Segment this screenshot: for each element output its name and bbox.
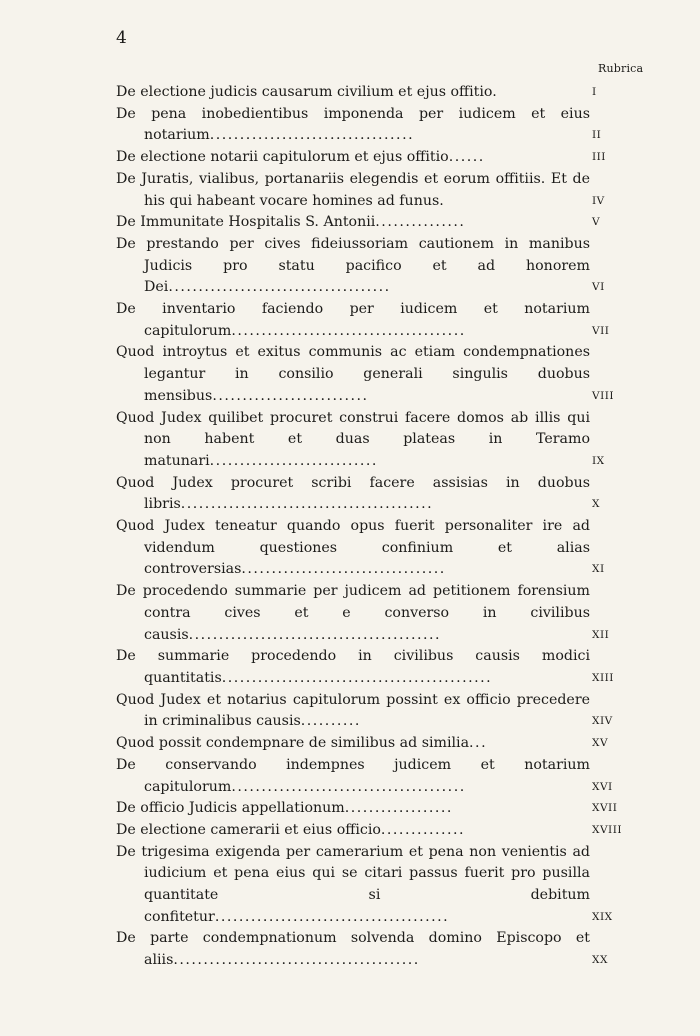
toc-entry [116,299,636,342]
page-number: 4 [116,28,127,48]
leader-dots: ... [469,735,488,752]
entry-text: De inventario faciendo per iudicem et notarium capitulorum [116,301,590,339]
leader-dots: ...... [448,149,485,166]
toc-entry [116,690,636,733]
leader-dots: .................. [344,800,453,817]
leader-dots: .......................... [212,387,369,404]
toc-entry [116,104,636,147]
toc-entry [116,581,636,646]
toc-entry [116,234,636,299]
rubrica-number: XV [592,737,609,750]
toc-entry [116,82,636,104]
entry-text: De officio Judicis appellationum [116,800,345,817]
entry-text: Quod possit condempnare de similibus ad similia [116,735,470,752]
column-heading-rubrica: Rubrica [598,62,644,75]
rubrica-number: XVII [592,802,618,815]
toc-entry [116,473,636,516]
entry-text: De Juratis, vialibus, portanariis elegendis et eorum offitiis. Et de his qui habeant vocare homines ad funus. [116,170,590,209]
rubrica-number: XIV [592,715,613,728]
entry-text: Quod introytus et exitus communis ac etiam condempnationes legantur in consilio generali singulis duobus mensibus [116,344,590,404]
rubrica-number: VII [592,324,610,337]
entry-text: De electione judicis causarum civilium et ejus offitio. [116,84,497,100]
rubrica-number: XX [592,954,608,967]
leader-dots: .......................................... [188,626,442,643]
leader-dots: ............................................. [221,669,493,686]
leader-dots: ......................................... [173,952,420,969]
rubrica-number: XI [592,563,605,576]
toc-entry [116,842,636,929]
toc-entry [116,928,636,971]
leader-dots: ..................................... [168,279,391,296]
leader-dots: ....................................... [231,778,466,795]
toc-entry [116,342,636,407]
leader-dots: ............... [375,214,466,231]
toc-entry [116,733,636,755]
table-of-contents [116,82,636,972]
leader-dots: .................................. [241,561,446,578]
entry-text: De parte condempnationum solvenda domino Episcopo et aliis [116,930,590,969]
leader-dots: .................................. [209,127,415,144]
entry-text: De electione camerarii et eius officio [116,821,381,838]
entry-text: Quod Judex et notarius capitulorum possint ex officio precedere in criminalibus causis [116,691,590,730]
entry-text: De trigesima exigenda per camerarium et pena non venientis ad iudicium et pena eius qui se citari passus fuerit pro pusilla quantitate si debitum confitetur [116,843,590,925]
entry-text: De Immunitate Hospitalis S. Antonii [116,214,376,231]
rubrica-number: X [592,498,600,511]
entry-text: Quod Judex procuret scribi facere assisias in duobus libris [116,474,590,513]
toc-entry [116,646,636,689]
toc-entry [116,516,636,581]
rubrica-number: VIII [592,389,615,402]
rubrica-number: XVIII [592,823,623,836]
leader-dots: ....................................... [231,322,466,339]
toc-entry [116,798,636,820]
entry-text: Quod Judex quilibet procuret construi facere domos ab illis qui non habent et duas plateas in Teramo matunari [116,409,590,469]
rubrica-number: XIX [592,910,613,923]
entry-text: De conservando indempnes judicem et notarium capitulorum [116,756,590,795]
rubrica-number: III [592,151,606,164]
leader-dots: ....................................... [214,908,450,925]
rubrica-number: XVI [592,780,613,793]
entry-text: De prestando per cives fideiussoriam cautionem in manibus Judicis pro statu pacifico et ad honorem Dei [116,235,590,296]
rubrica-number: V [592,216,601,229]
entry-text: De electione notarii capitulorum et ejus offitio [116,149,449,166]
toc-entry [116,147,636,169]
leader-dots: ............................ [209,452,378,469]
rubrica-number: II [592,129,602,142]
toc-entry [116,169,636,212]
toc-entry [116,212,636,234]
rubrica-number: XII [592,628,610,641]
toc-entry [116,408,636,473]
rubrica-number: IV [592,194,605,207]
entry-text: De summarie procedendo in civilibus causis modici quantitatis [116,648,590,686]
rubrica-number: IX [592,454,605,467]
entry-text: Quod Judex teneatur quando opus fuerit personaliter ire ad videndum questiones confinium et alias controversias [116,518,590,578]
toc-entry [116,755,636,798]
rubrica-number: I [592,86,597,98]
leader-dots: .......... [300,713,361,730]
toc-entry [116,820,636,842]
rubrica-number: VI [592,281,605,294]
leader-dots: .......................................... [180,496,434,513]
leader-dots: .............. [380,821,466,838]
rubrica-number: XIII [592,671,614,684]
entry-text: De procedendo summarie per judicem ad petitionem forensium contra cives et e converso in civilibus causis [116,583,590,643]
entry-text: De pena inobedientibus imponenda per iudicem et eius notarium [116,105,590,144]
